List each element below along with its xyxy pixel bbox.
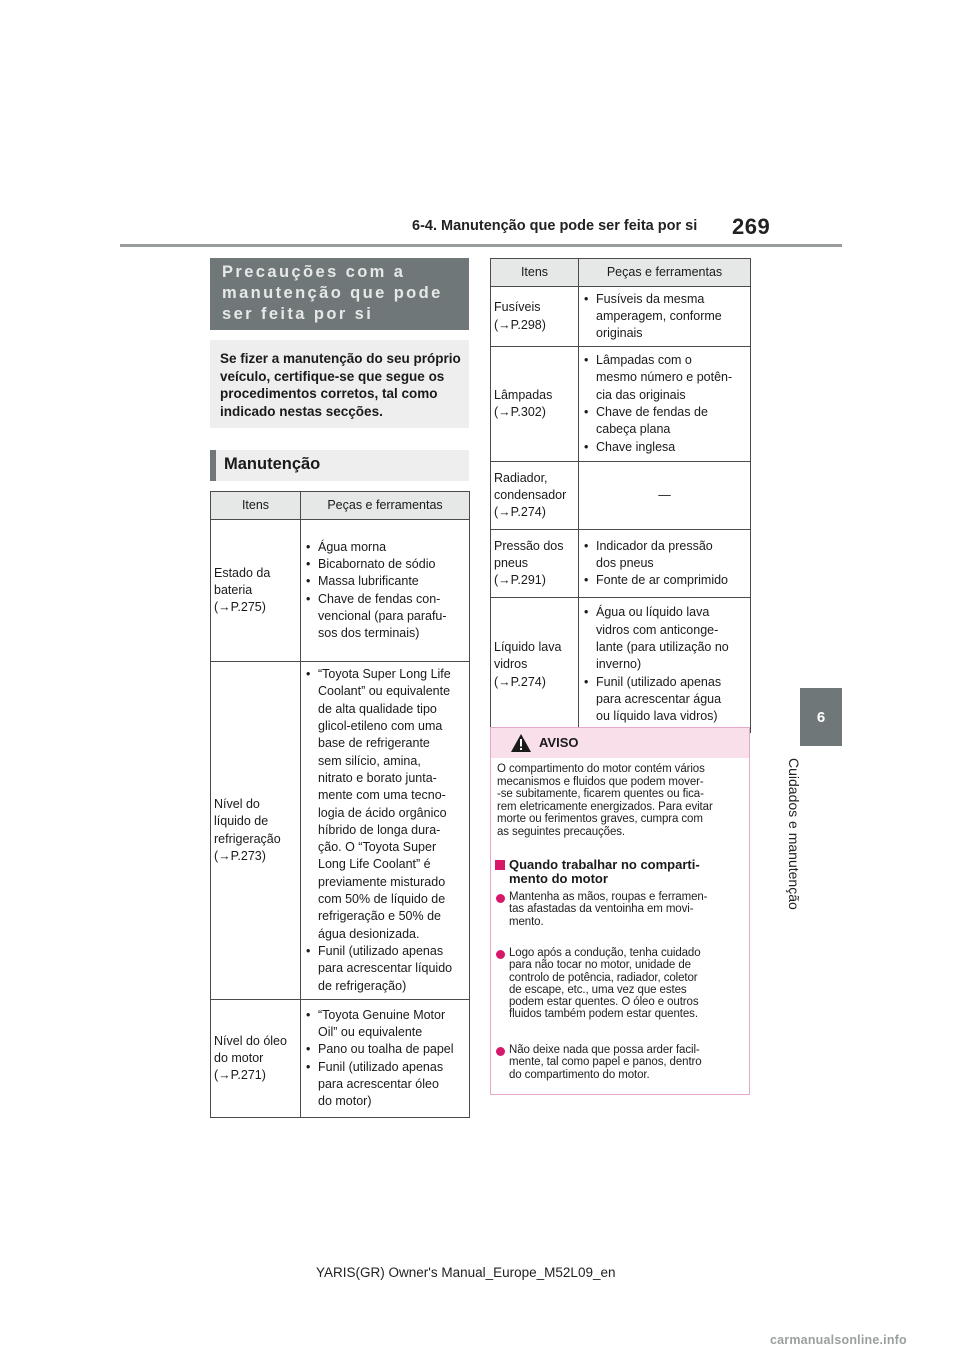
warning-subheading	[509, 858, 745, 886]
warning-bullet-line: do compartimento do motor.	[509, 1068, 650, 1081]
warning-triangle-icon	[510, 733, 532, 753]
tools-cell	[579, 530, 751, 598]
tool-line: do motor)	[318, 1094, 372, 1109]
tool-line: Funil (utilizado apenas	[318, 1059, 444, 1074]
tool-line: Lâmpadas com o	[596, 353, 692, 368]
tool-line: híbrido de longa dura-	[318, 822, 441, 837]
tool-bullet	[306, 591, 469, 643]
tool-line: vidros com anticonge-	[596, 622, 719, 637]
warning-bullet-line: mente, tal como papel e panos, dentro	[509, 1056, 702, 1069]
tools-cell	[579, 598, 751, 733]
table-header-row	[491, 259, 751, 287]
bullet-dot-icon	[496, 894, 505, 903]
item-cell	[211, 1000, 301, 1118]
table-row	[491, 598, 751, 733]
tool-line: vencional (para parafu-	[318, 608, 447, 623]
warning-subheading-line: Quando trabalhar no comparti-	[509, 857, 700, 872]
precautions-title-box	[210, 258, 469, 330]
item-line: pneus	[494, 555, 529, 570]
tool-line: glicol-etileno com uma	[318, 719, 443, 734]
tool-line: lante (para utilização no	[596, 640, 729, 655]
tool-bullet	[584, 604, 750, 673]
item-line: Lâmpadas	[494, 387, 553, 402]
tool-line: previamente misturado	[318, 874, 446, 889]
bullet-dot-icon	[496, 950, 505, 959]
tool-line: logia de ácido orgânico	[318, 805, 447, 820]
maintenance-heading-box	[210, 450, 469, 481]
warning-intro-line: -se subitamente, ficarem quentes ou fica-	[497, 788, 704, 800]
tool-line: Água ou líquido lava	[596, 605, 710, 620]
tool-line: mesmo número e potên-	[596, 370, 733, 385]
item-cell	[491, 598, 579, 733]
tool-line: Coolant” ou equivalente	[318, 684, 451, 699]
section-title: 6-4. Manutenção que pode ser feita por si	[412, 218, 698, 234]
tool-line: Fonte de ar comprimido	[596, 573, 729, 588]
warning-subheading-line: mento do motor	[509, 871, 608, 886]
tool-bullet	[306, 666, 469, 943]
warning-bullet-line: Mantenha as mãos, roupas e ferramen-	[509, 891, 708, 903]
precautions-title: Precauções com a manutenção que pode ser feita por si	[222, 263, 443, 323]
table-header-row	[211, 492, 470, 520]
column-header-tools: Peças e ferramentas	[301, 492, 470, 520]
warning-bullet-line: Logo após a condução, tenha cuidado	[509, 947, 701, 959]
tools-cell	[301, 1000, 470, 1118]
tool-line: Água morna	[318, 539, 387, 554]
tool-line: cabeça plana	[596, 422, 671, 437]
warning-bullet-line: de escape, etc., uma vez que estes	[509, 983, 687, 996]
chapter-label-container	[786, 758, 806, 928]
tool-line: Oil” ou equivalente	[318, 1024, 423, 1039]
heading-accent-bar	[210, 450, 216, 481]
warning-header	[491, 728, 749, 758]
column-header-tools: Peças e ferramentas	[579, 259, 751, 287]
item-cell	[211, 662, 301, 1000]
item-cell	[491, 462, 579, 530]
tool-bullet	[584, 291, 750, 343]
item-line: líquido de	[214, 814, 269, 829]
tool-line: Chave de fendas con-	[318, 591, 441, 606]
maintenance-heading: Manutenção	[224, 455, 321, 473]
tool-bullet	[306, 1007, 469, 1042]
tool-line: para acrescentar água	[596, 691, 722, 706]
column-header-items: Itens	[491, 259, 579, 287]
table-row	[491, 530, 751, 598]
table-row	[491, 287, 751, 347]
item-cell	[211, 520, 301, 662]
tool-line: “Toyota Super Long Life	[318, 667, 451, 682]
precautions-intro: Se fizer a manutenção do seu próprio veículo, certifique-se que segue os procedimentos corretos, tal como indicado nestas secções.	[220, 351, 461, 419]
tools-cell	[301, 662, 470, 1000]
tool-line: Chave de fendas de	[596, 405, 708, 419]
tool-line: base de refrigerante	[318, 736, 430, 751]
tool-bullet	[306, 539, 469, 556]
table-row	[211, 662, 470, 1000]
subheading-square-icon	[495, 860, 505, 870]
tool-bullet	[584, 352, 750, 404]
tool-line: água desionizada.	[318, 926, 420, 941]
tool-line: sos dos terminais)	[318, 626, 420, 641]
tool-line: Fusíveis da mesma	[596, 291, 705, 306]
footer-text: YARIS(GR) Owner's Manual_Europe_M52L09_en	[316, 1265, 616, 1280]
empty-dash: —	[658, 487, 671, 502]
tools-cell	[301, 520, 470, 662]
item-line: vidros	[494, 657, 528, 672]
column-header-items: Itens	[211, 492, 301, 520]
tool-bullet	[306, 556, 469, 573]
tool-bullet	[306, 943, 469, 995]
item-line: do motor	[214, 1050, 264, 1065]
item-line: bateria	[214, 582, 253, 597]
chapter-label: Cuidados e manutenção	[786, 758, 802, 910]
item-cell	[491, 347, 579, 462]
maintenance-table-right	[490, 258, 751, 733]
tool-line: para acrescentar óleo	[318, 1076, 439, 1091]
item-line: Radiador,	[494, 470, 548, 485]
item-line: (→P.274)	[494, 505, 546, 520]
table-row	[211, 520, 470, 662]
precautions-intro-box	[210, 340, 469, 428]
page-number: 269	[732, 214, 771, 239]
item-line: (→P.291)	[494, 573, 546, 588]
bullet-dot-icon	[496, 1047, 505, 1056]
item-line: Nível do óleo	[214, 1033, 287, 1048]
warning-bullet-line: mento.	[509, 915, 544, 928]
tool-line: Chave inglesa	[596, 439, 676, 454]
tool-line: ção. O “Toyota Super	[318, 840, 437, 855]
warning-bullet-line: para não tocar no motor, unidade de	[509, 959, 691, 972]
warning-bullet-line: tas afastadas da ventoinha em movi-	[509, 903, 694, 916]
tool-line: nitrato e borato junta-	[318, 770, 437, 785]
tool-line: Massa lubrificante	[318, 574, 419, 589]
item-line: Líquido lava	[494, 640, 562, 655]
tool-bullet	[584, 674, 750, 726]
tool-line: cia das originais	[596, 387, 686, 402]
tool-line: Pano ou toalha de papel	[318, 1042, 454, 1057]
tool-line: ou líquido lava vidros)	[596, 709, 718, 724]
tool-bullet	[306, 1059, 469, 1111]
warning-intro-line: mecanismos e fluidos que podem mover-	[497, 775, 704, 788]
tool-bullet	[584, 538, 750, 573]
table-row	[491, 347, 751, 462]
watermark: carmanualsonline.info	[770, 1333, 907, 1347]
warning-bullet-line: Não deixe nada que possa arder facil-	[509, 1044, 700, 1056]
warning-intro	[497, 763, 747, 838]
tools-cell	[579, 462, 751, 530]
item-line: (→P.275)	[214, 600, 266, 615]
item-line: Nível do	[214, 796, 260, 811]
warning-title: AVISO	[539, 735, 579, 750]
item-line: Estado da	[214, 565, 271, 580]
warning-intro-line: morte ou ferimentos graves, cumpra com	[497, 813, 703, 825]
tool-line: Bicabornato de sódio	[318, 556, 436, 571]
warning-box	[490, 727, 750, 1095]
tools-cell	[579, 347, 751, 462]
warning-bullet-line: fluidos também podem estar quentes.	[509, 1008, 698, 1021]
tool-bullet	[584, 439, 750, 456]
chapter-tab	[800, 688, 842, 746]
item-line: (→P.271)	[214, 1068, 266, 1083]
item-cell	[491, 530, 579, 598]
tool-line: “Toyota Genuine Motor	[318, 1007, 446, 1022]
tool-line: de refrigeração)	[318, 978, 407, 993]
tool-line: dos pneus	[596, 555, 654, 570]
warning-bullet-line: controlo de potência, radiador, coletor	[509, 971, 698, 984]
tools-cell	[579, 287, 751, 347]
tool-bullet	[306, 1041, 469, 1058]
tool-line: inverno)	[596, 657, 642, 672]
item-line: Pressão dos	[494, 538, 564, 553]
maintenance-table-left	[210, 491, 470, 1118]
item-line: refrigeração	[214, 831, 281, 846]
tool-line: sem silício, amina,	[318, 753, 421, 768]
item-line: Fusíveis	[494, 300, 541, 315]
tool-line: mente com uma tecno-	[318, 788, 446, 803]
tool-bullet	[584, 572, 750, 589]
item-line: (→P.298)	[494, 317, 546, 332]
warning-intro-line: as seguintes precauções.	[497, 825, 626, 838]
tool-line: Funil (utilizado apenas	[318, 943, 444, 958]
header-rule	[120, 244, 842, 247]
warning-intro-line: O compartimento do motor contém vários	[497, 763, 705, 775]
table-row	[211, 1000, 470, 1118]
item-cell	[491, 287, 579, 347]
tool-line: refrigeração e 50% de	[318, 909, 441, 924]
tool-line: com 50% de líquido de	[318, 892, 446, 907]
tool-line: originais	[596, 326, 643, 341]
warning-intro-line: rem eletricamente energizados. Para evitar	[497, 800, 713, 813]
tool-line: Indicador da pressão	[596, 538, 713, 553]
item-line: (→P.302)	[494, 405, 546, 419]
warning-bullet	[509, 947, 747, 1021]
chapter-number: 6	[816, 708, 826, 726]
warning-bullet	[509, 891, 747, 928]
tool-line: de alta qualidade tipo	[318, 701, 437, 716]
table-row	[491, 462, 751, 530]
tool-line: para acrescentar líquido	[318, 961, 453, 976]
tool-line: Long Life Coolant” é	[318, 857, 431, 872]
tool-bullet	[306, 573, 469, 590]
warning-bullet	[509, 1044, 747, 1081]
item-line: (→P.274)	[494, 674, 546, 689]
tool-bullet	[584, 404, 750, 439]
warning-bullet-line: podem estar quentes. O óleo e outros	[509, 996, 699, 1009]
tool-line: Funil (utilizado apenas	[596, 674, 722, 689]
tool-line: amperagem, conforme	[596, 308, 722, 323]
item-line: condensador	[494, 487, 567, 502]
item-line: (→P.273)	[214, 848, 266, 863]
